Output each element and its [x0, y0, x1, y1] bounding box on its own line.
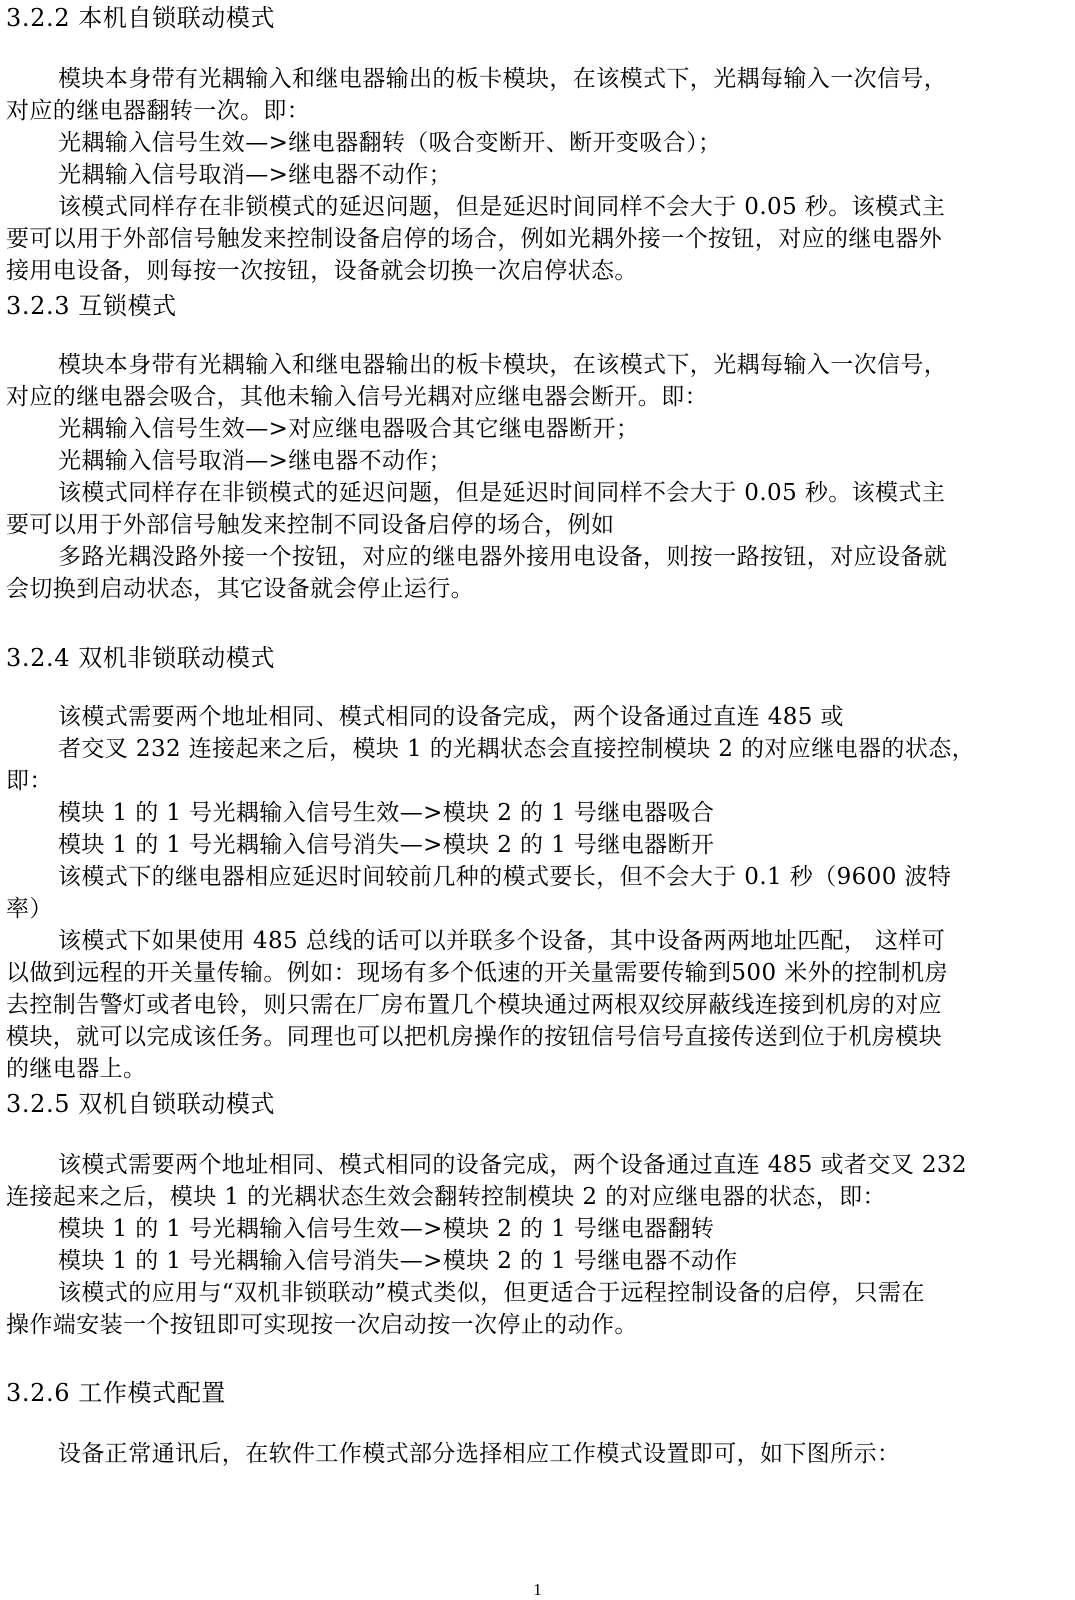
paragraph-line: 光耦输入信号取消—>继电器不动作； — [58, 448, 453, 474]
paragraph-line: 该模式下如果使用 485 总线的话可以并联多个设备，其中设备两两地址匹配， 这样可 — [58, 928, 946, 954]
paragraph-line: 模块 1 的 1 号光耦输入信号消失—>模块 2 的 1 号继电器不动作 — [58, 1248, 738, 1274]
paragraph-line: 要可以用于外部信号触发来控制不同设备启停的场合，例如 — [6, 512, 615, 538]
paragraph-line: 去控制告警灯或者电铃，则只需在厂房布置几个模块通过两根双绞屏蔽线连接到机房的对应 — [6, 992, 942, 1018]
paragraph-line: 模块 1 的 1 号光耦输入信号生效—>模块 2 的 1 号继电器吸合 — [58, 800, 715, 826]
paragraph-line: 多路光耦没路外接一个按钮，对应的继电器外接用电设备，则按一路按钮，对应设备就 — [58, 544, 948, 570]
paragraph-line: 该模式需要两个地址相同、模式相同的设备完成，两个设备通过直连 485 或 — [58, 704, 844, 730]
paragraph-line: 该模式下的继电器相应延迟时间较前几种的模式要长，但不会大于 0.1 秒（9600 波特 — [58, 864, 952, 890]
paragraph-line: 该模式同样存在非锁模式的延迟问题，但是延迟时间同样不会大于 0.05 秒。该模式主 — [58, 480, 946, 506]
paragraph-line: 对应的继电器会吸合，其他未输入信号光耦对应继电器会断开。即： — [6, 384, 708, 410]
paragraph-line: 光耦输入信号生效—>对应继电器吸合其它继电器断开； — [58, 416, 640, 442]
paragraph-line: 设备正常通讯后，在软件工作模式部分选择相应工作模式设置即可，如下图所示： — [58, 1441, 901, 1467]
paragraph-line: 模块，就可以完成该任务。同理也可以把机房操作的按钮信号信号直接传送到位于机房模块 — [6, 1024, 942, 1050]
paragraph-line: 对应的继电器翻转一次。即： — [6, 98, 311, 124]
paragraph-line: 接用电设备，则每按一次按钮，设备就会切换一次启停状态。 — [6, 258, 638, 284]
paragraph-line: 者交叉 232 连接起来之后，模块 1 的光耦状态会直接控制模块 2 的对应继电器的状态， — [58, 736, 976, 762]
paragraph-line: 模块 1 的 1 号光耦输入信号消失—>模块 2 的 1 号继电器断开 — [58, 832, 715, 858]
paragraph-line: 率） — [6, 896, 53, 922]
paragraph-line: 要可以用于外部信号触发来控制设备启停的场合，例如光耦外接一个按钮，对应的继电器外 — [6, 226, 942, 252]
paragraph-line: 连接起来之后，模块 1 的光耦状态生效会翻转控制模块 2 的对应继电器的状态，即： — [6, 1184, 886, 1210]
section-heading-3-2-2: 3.2.2 本机自锁联动模式 — [6, 4, 276, 32]
paragraph-line: 以做到远程的开关量传输。例如：现场有多个低速的开关量需要传输到500 米外的控制机房 — [6, 960, 949, 986]
paragraph-line: 光耦输入信号取消—>继电器不动作； — [58, 162, 453, 188]
section-heading-3-2-4: 3.2.4 双机非锁联动模式 — [6, 644, 276, 672]
section-heading-3-2-3: 3.2.3 互锁模式 — [6, 292, 177, 320]
paragraph-line: 即： — [6, 768, 53, 794]
paragraph-line: 该模式需要两个地址相同、模式相同的设备完成，两个设备通过直连 485 或者交叉 232 — [58, 1152, 967, 1178]
paragraph-line: 会切换到启动状态，其它设备就会停止运行。 — [6, 576, 474, 602]
page-number: 1 — [533, 1580, 542, 1599]
paragraph-line: 该模式同样存在非锁模式的延迟问题，但是延迟时间同样不会大于 0.05 秒。该模式主 — [58, 194, 946, 220]
paragraph-line: 操作端安装一个按钮即可实现按一次启动按一次停止的动作。 — [6, 1312, 638, 1338]
section-heading-3-2-6: 3.2.6 工作模式配置 — [6, 1379, 226, 1407]
section-heading-3-2-5: 3.2.5 双机自锁联动模式 — [6, 1090, 276, 1118]
paragraph-line: 模块 1 的 1 号光耦输入信号生效—>模块 2 的 1 号继电器翻转 — [58, 1216, 715, 1242]
paragraph-line: 模块本身带有光耦输入和继电器输出的板卡模块，在该模式下，光耦每输入一次信号， — [58, 352, 948, 378]
paragraph-line: 光耦输入信号生效—>继电器翻转（吸合变断开、断开变吸合）； — [58, 130, 722, 156]
paragraph-line: 该模式的应用与“双机非锁联动”模式类似，但更适合于远程控制设备的启停，只需在 — [58, 1280, 925, 1306]
paragraph-line: 的继电器上。 — [6, 1056, 147, 1082]
paragraph-line: 模块本身带有光耦输入和继电器输出的板卡模块，在该模式下，光耦每输入一次信号， — [58, 66, 948, 92]
